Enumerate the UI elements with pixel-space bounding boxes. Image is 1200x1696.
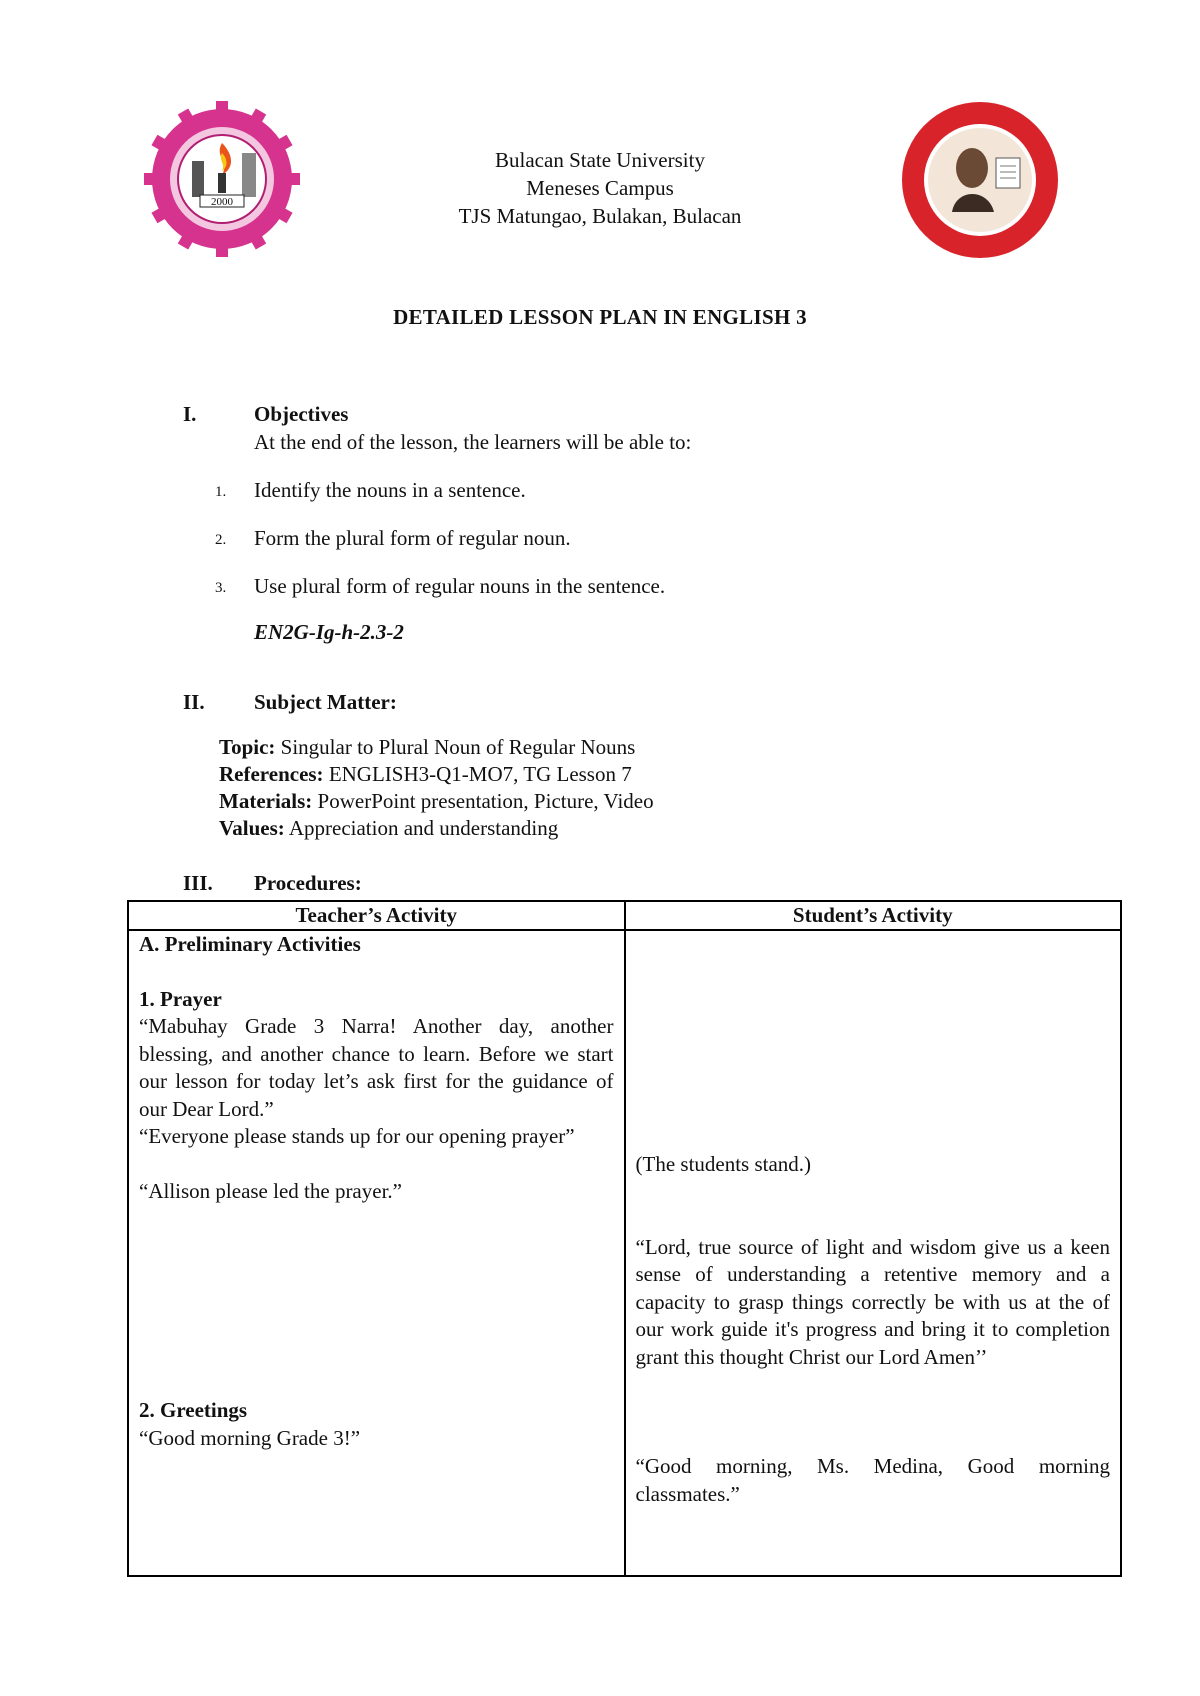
column-header-teacher: Teacher’s Activity bbox=[128, 901, 625, 930]
teacher-prayer-text: “Mabuhay Grade 3 Narra! Another day, another blessing, and another chance to learn. Before we start our lesson for today let’s ask first for the guidance of our Dear Lord.” bbox=[139, 1014, 614, 1121]
objective-number: 1. bbox=[215, 484, 227, 500]
campus-name: Meneses Campus bbox=[526, 176, 674, 200]
objective-number: 2. bbox=[215, 532, 227, 548]
teacher-activity-cell bbox=[128, 930, 625, 1576]
subject-value: PowerPoint presentation, Picture, Video bbox=[312, 789, 654, 813]
table-header-row bbox=[128, 901, 1121, 930]
objectives-intro: At the end of the lesson, the learners will be able to: bbox=[254, 430, 692, 454]
subject-label: Materials: bbox=[219, 789, 313, 813]
table-row bbox=[128, 930, 1121, 1576]
section-number-procedures: III. bbox=[183, 871, 213, 895]
section-heading-subject-matter: Subject Matter: bbox=[254, 690, 397, 714]
subject-row-materials bbox=[219, 788, 654, 815]
teacher-greetings-text: “Good morning Grade 3!” bbox=[139, 1425, 361, 1450]
objective-number: 3. bbox=[215, 580, 227, 596]
subject-value: ENGLISH3-Q1-MO7, TG Lesson 7 bbox=[323, 762, 632, 786]
section-number-subject-matter: II. bbox=[183, 690, 205, 714]
document-title: DETAILED LESSON PLAN IN ENGLISH 3 bbox=[393, 305, 807, 329]
subject-row-references bbox=[219, 761, 632, 788]
subject-row-values bbox=[219, 815, 558, 842]
section-heading-objectives: Objectives bbox=[254, 402, 349, 426]
procedures-table bbox=[127, 900, 1122, 1577]
bulsu-logo bbox=[144, 101, 300, 257]
activity-section-title: A. Preliminary Activities bbox=[139, 932, 361, 956]
prayer-heading: 1. Prayer bbox=[139, 986, 222, 1011]
svg-text:2000: 2000 bbox=[211, 196, 233, 208]
subject-value: Appreciation and understanding bbox=[284, 816, 559, 840]
student-stand-text: (The students stand.) bbox=[635, 1152, 812, 1176]
student-activity-cell bbox=[625, 930, 1122, 1576]
section-number-objectives: I. bbox=[183, 402, 197, 426]
subject-label: Topic: bbox=[219, 735, 276, 759]
school-address: TJS Matungao, Bulakan, Bulacan bbox=[458, 204, 742, 228]
school-header bbox=[380, 146, 820, 230]
teacher-stand-text: “Everyone please stands up for our opening prayer” bbox=[139, 1124, 575, 1148]
section-heading-procedures: Procedures: bbox=[254, 871, 362, 895]
objective-item: Identify the nouns in a sentence. bbox=[254, 478, 526, 502]
column-header-student: Student’s Activity bbox=[625, 901, 1122, 930]
objective-item: Form the plural form of regular noun. bbox=[254, 526, 571, 550]
subject-label: Values: bbox=[219, 816, 285, 840]
subject-row-topic bbox=[219, 734, 635, 761]
mhdp-school-logo bbox=[900, 100, 1060, 260]
subject-value: Singular to Plural Noun of Regular Nouns bbox=[275, 735, 636, 759]
student-greeting-text: “Good morning, Ms. Medina, Good morning classmates.” bbox=[635, 1454, 1110, 1506]
greetings-heading: 2. Greetings bbox=[139, 1398, 248, 1422]
student-prayer-text: “Lord, true source of light and wisdom give us a keen sense of understanding a retentive memory and a capacity to grasp things correctly be with us at the of our work guide it's progress and bring it to completion grant this thought Christ our Lord Amen’’ bbox=[635, 1234, 1110, 1369]
teacher-lead-text: “Allison please led the prayer.” bbox=[139, 1178, 402, 1203]
objective-item: Use plural form of regular nouns in the sentence. bbox=[254, 574, 666, 598]
competency-code: EN2G-Ig-h-2.3-2 bbox=[254, 620, 404, 644]
subject-label: References: bbox=[219, 762, 324, 786]
university-name: Bulacan State University bbox=[495, 148, 705, 172]
